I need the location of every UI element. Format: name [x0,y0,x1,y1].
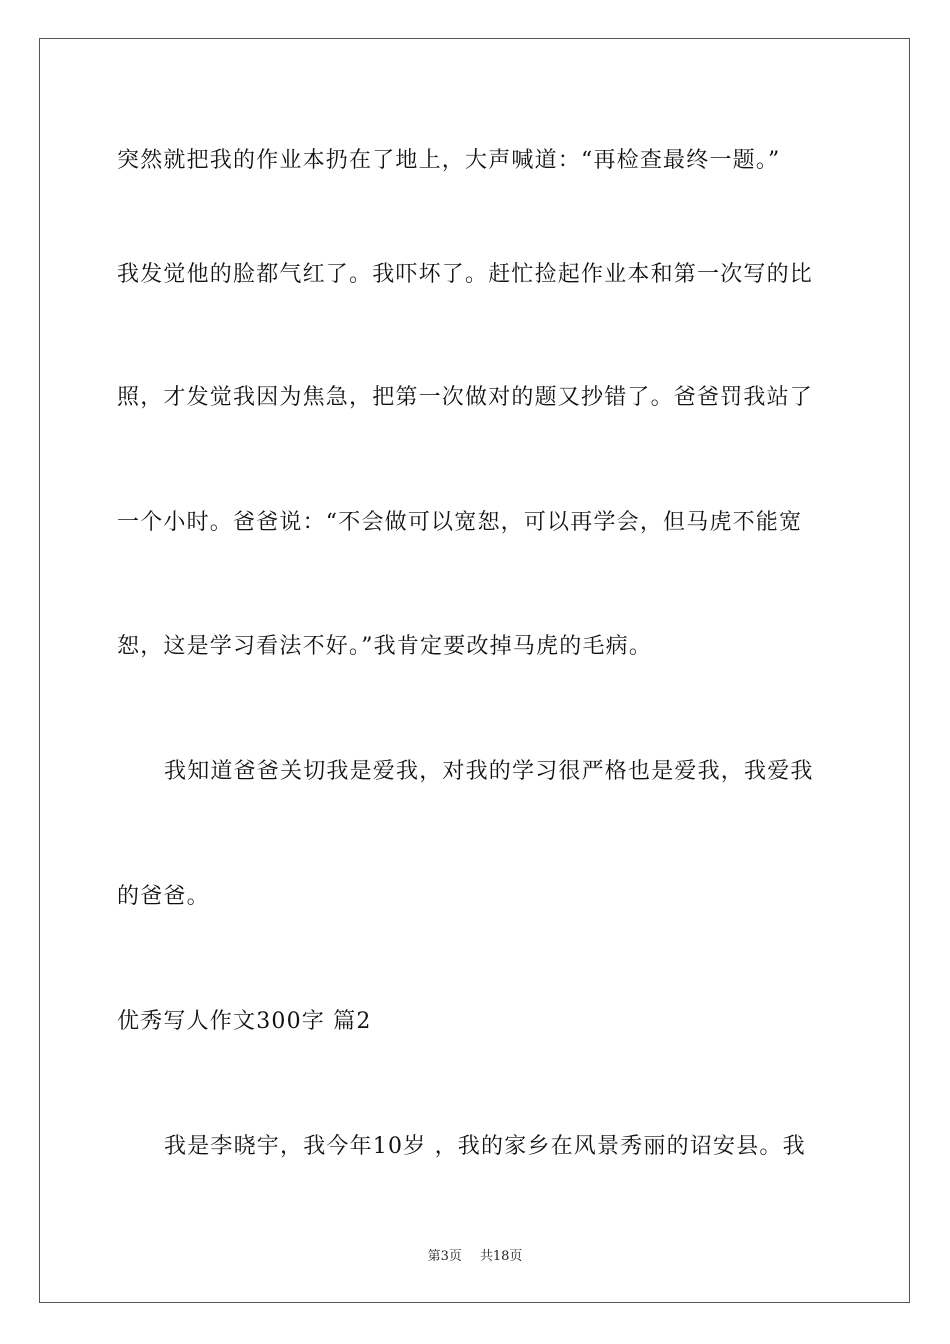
page-number: 第3页 [427,1249,462,1264]
paragraph-line-7: 的爸爸。 [117,884,210,909]
page-border [39,38,910,1303]
paragraph-line-2: 我发觉他的脸都气红了。我吓坏了。赶忙捡起作业本和第一次写的比 [117,262,814,287]
section-heading: 优秀写人作文300字 篇2 [117,1009,372,1034]
paragraph-line-6: 我知道爸爸关切我是爱我，对我的学习很严格也是爱我，我爱我 [164,759,814,784]
paragraph-line-5: 恕，这是学习看法不好。”我肯定要改掉马虎的毛病。 [117,634,653,659]
total-pages: 共18页 [479,1249,523,1264]
paragraph-line-1: 突然就把我的作业本扔在了地上，大声喊道：“再检查最终一题。” [117,148,781,173]
page-footer [0,1248,950,1266]
paragraph-line-4: 一个小时。爸爸说：“不会做可以宽恕，可以再学会，但马虎不能宽 [117,510,803,535]
paragraph-line-3: 照，才发觉我因为焦急，把第一次做对的题又抄错了。爸爸罚我站了 [117,385,814,410]
paragraph-line-8: 我是李晓宇，我今年10岁 ，我的家乡在风景秀丽的诏安县。我 [164,1134,806,1159]
